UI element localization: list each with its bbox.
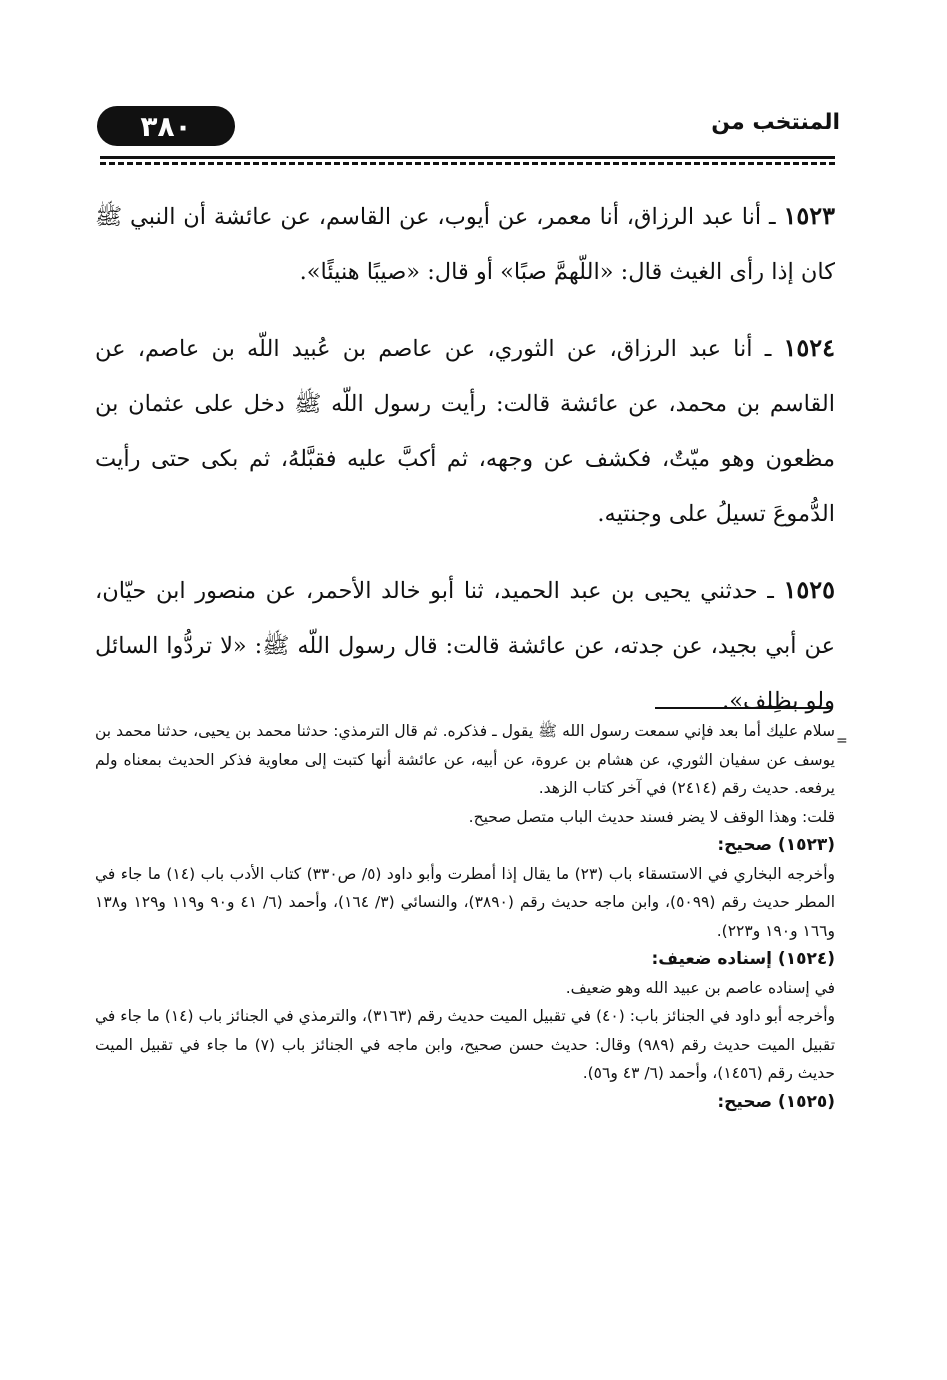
header-dashed-divider: [100, 162, 835, 165]
hadith-text: ـ أنا عبد الرزاق، عن الثوري، عن عاصم بن عُبيد اللّه بن عاصم، عن القاسم بن محمد، عن عائشة قالت: رأيت رسول اللّه ﷺ دخل على عثمان بن مظعون وهو ميّتٌ، فكشف عن وجهه، ثم أكبَّ عليه فقبَّلهُ، ثم بكى حتى رأيت الدُّموعَ تسيلُ على وجنتيه.: [95, 336, 835, 527]
hadith-1524: [95, 320, 835, 542]
hadith-number: ١٥٢٥: [783, 575, 836, 604]
footnote-text: وأخرجه البخاري في الاستسقاء باب (٢٣) ما يقال إذا أمطرت وأبو داود (٥/ ص٣٣٠) كتاب الأدب باب (١٤) ما جاء في المطر حديث رقم (٥٠٩٩)، وابن ماجه حديث رقم (٣٨٩٠)، والنسائي (٣/ ١٦٤)، وأحمد (٦/ ٤١ و٩٠ و١١٩ و١٢٩ و١٣٨ و١٦٦ و١٩٠ و٢٢٣).: [95, 864, 836, 940]
main-text: [95, 188, 835, 749]
hadith-1525: [95, 562, 835, 729]
footnote-heading-1524: (١٥٢٤) إسناده ضعيف:: [651, 949, 835, 969]
footnote-remark: قلت: وهذا الوقف لا يضر فسند حديث الباب متصل صحيح.: [468, 807, 835, 826]
book-title: المنتخب من: [711, 110, 840, 135]
header-divider: [100, 156, 835, 159]
hadith-text: ـ حدثني يحيى بن عبد الحميد، ثنا أبو خالد الأحمر، عن منصور ابن حيّان، عن أبي بجيد، عن جدته، عن عائشة قالت: قال رسول اللّه ﷺ: «لا تردُّوا السائل ولو بظِلف».: [95, 578, 835, 714]
hadith-1523: [95, 188, 835, 300]
page-number-badge: ٣٨٠: [97, 106, 235, 146]
footnote-heading-1523: (١٥٢٣) صحيح:: [717, 835, 835, 855]
footnote-continuation: سلام عليك أما بعد فإني سمعت رسول الله ﷺ يقول ـ فذكره. ثم قال الترمذي: حدثنا محمد بن يحيى، حدثنا محمد بن يوسف عن سفيان الثوري، عن هشام بن عروة، عن أبيه، عن عائشة أنها كتبت إلى معاوية فذكر الحديث بمعناه ولم يرفعه. حديث رقم (٢٤١٤) في آخر كتاب الزهد.: [95, 722, 835, 797]
footnote-text: في إسناده عاصم بن عبيد الله وهو ضعيف.: [565, 978, 835, 997]
page-header: [90, 104, 840, 156]
footnotes: [95, 717, 835, 1116]
hadith-text: ـ أنا عبد الرزاق، أنا معمر، عن أيوب، عن القاسم، عن عائشة أن النبي ﷺ كان إذا رأى الغيث قال: «اللّهمَّ صبًا» أو قال: «صيبًا هنيئًا».: [95, 204, 835, 285]
footnote-text: وأخرجه أبو داود في الجنائز باب: (٤٠) في تقبيل الميت حديث رقم (٣١٦٣)، والترمذي في الجنائز باب (١٤) ما جاء في تقبيل الميت حديث رقم (٩٨٩) وقال: حديث حسن صحيح، وابن ماجه في الجنائز باب (٧) ما جاء في تقبيل الميت حديث رقم (١٤٥٦)، وأحمد (٦/ ٤٣ و٥٦).: [95, 1007, 836, 1082]
hadith-number: ١٥٢٤: [783, 333, 836, 362]
hadith-number: ١٥٢٣: [783, 201, 835, 230]
footnote-separator: [655, 707, 832, 709]
footnote-heading-1525: (١٥٢٥) صحيح:: [717, 1091, 835, 1112]
footnote-continuation-marker: =: [836, 733, 848, 749]
